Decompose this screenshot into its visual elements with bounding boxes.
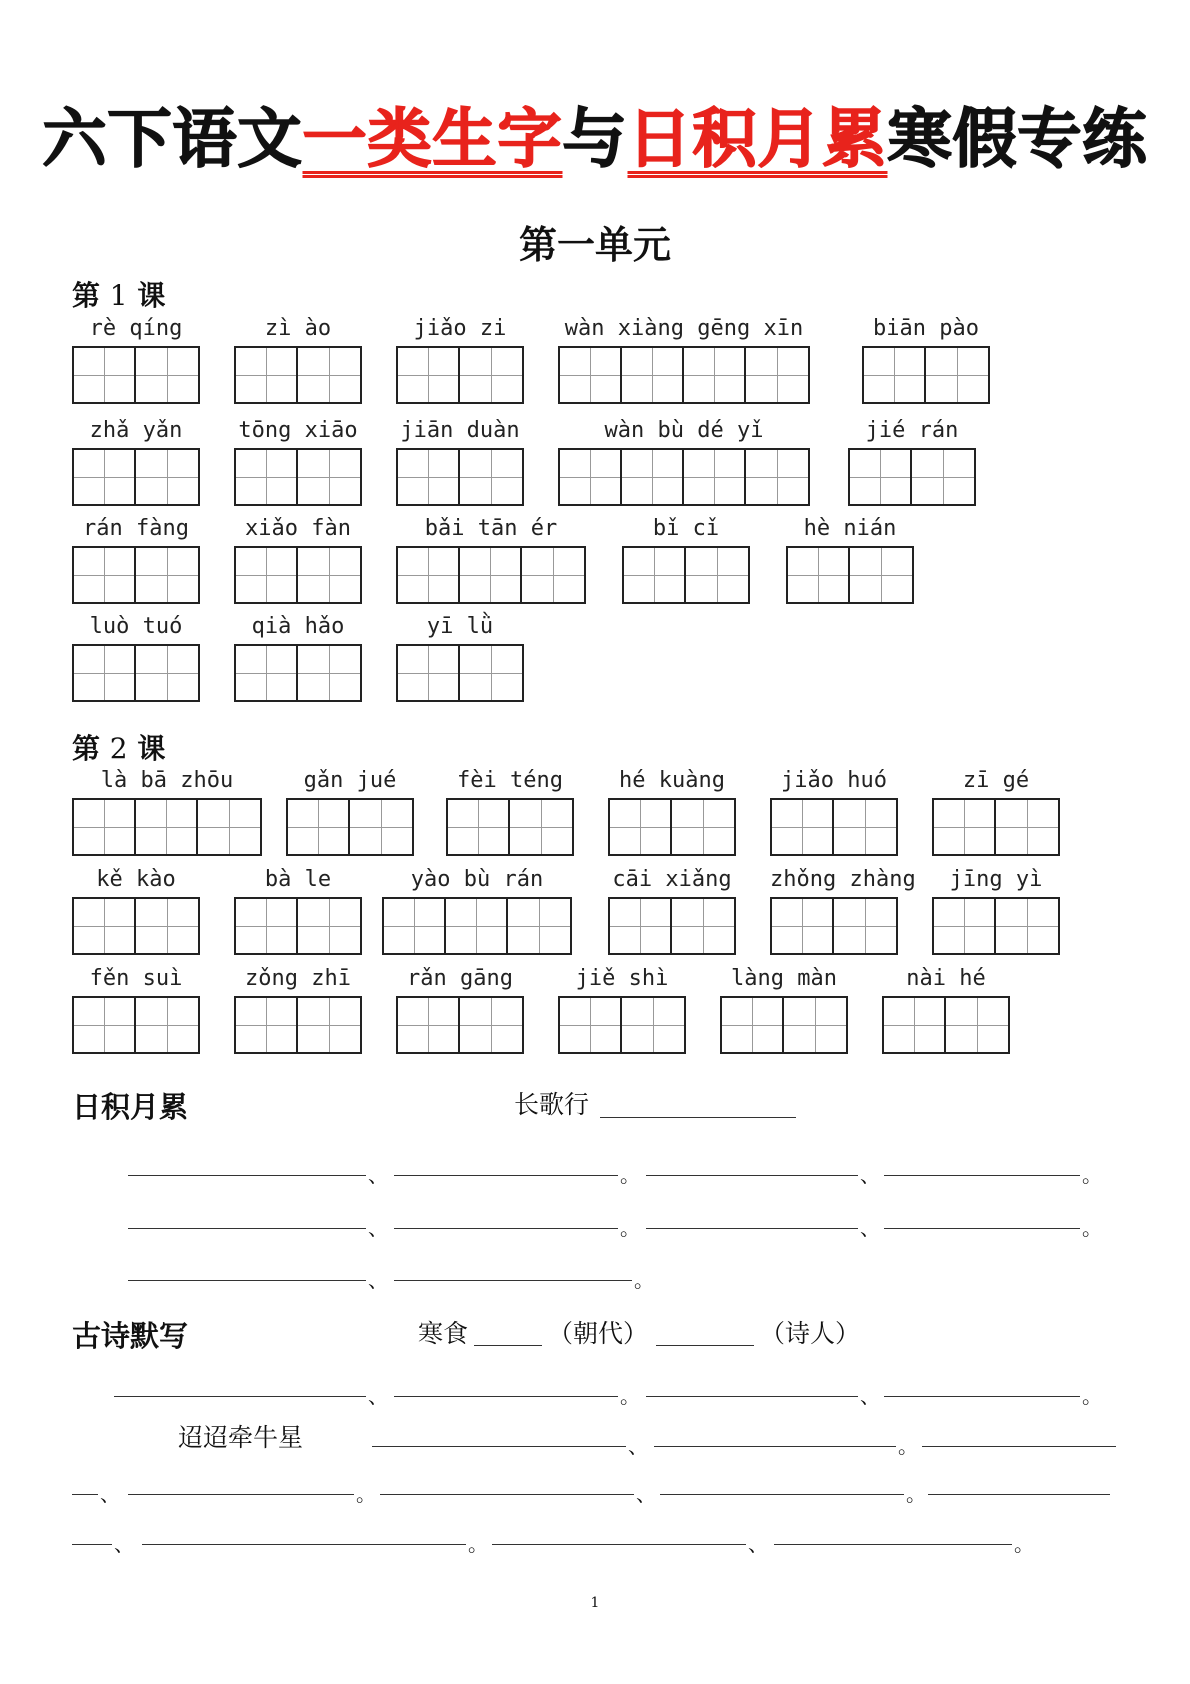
unit-heading: 第一单元 [518,223,671,267]
tianzige-box-group [786,546,914,604]
pinyin-label: jiǎo zi [413,316,507,341]
tianzige-box-group [848,448,976,506]
word-item [622,516,750,606]
tianzige-box-group [770,897,898,955]
tianzige-box-group [234,996,362,1054]
title-part: 与 [562,103,628,177]
pinyin-label: jiě shì [575,966,669,991]
tianzige-cell[interactable] [398,998,460,1052]
tianzige-box-group [932,897,1060,955]
word-item [932,768,1060,858]
tianzige-cell[interactable] [74,800,136,854]
period-mark: 。 [1082,1384,1102,1408]
tianzige-cell[interactable] [460,998,522,1052]
word-item [786,516,914,606]
word-item [396,966,524,1056]
tianzige-box-group [396,546,586,604]
pinyin-label: rǎn gāng [407,966,513,991]
pinyin-label: jiǎo huó [781,768,887,793]
pinyin-label: kě kào [96,867,176,892]
comma-mark: 、 [636,1482,656,1506]
answer-blank[interactable] [884,1228,1080,1229]
word-item [862,316,990,406]
period-mark: 。 [620,1384,640,1408]
tianzige-cell[interactable] [834,899,896,953]
lesson-label: 第 [72,732,110,765]
tianzige-cell[interactable] [236,548,298,602]
tianzige-cell[interactable] [288,800,350,854]
title-part: 六下语文 [42,103,303,177]
period-mark: 。 [468,1532,488,1556]
answer-blank[interactable] [928,1494,1110,1495]
lesson-1-heading [72,274,165,314]
tianzige-box-group [234,546,362,604]
tianzige-box-group [608,798,736,856]
answer-blank[interactable] [884,1396,1080,1397]
tianzige-box-group [234,448,362,506]
pinyin-label: bǎi tān ér [424,516,558,541]
word-item [234,516,362,606]
tianzige-cell[interactable] [74,348,136,402]
tianzige-box-group [862,346,990,404]
pinyin-label: zhǒng zhàng [770,867,916,892]
lesson-2-heading [72,727,165,767]
tianzige-box-group [382,897,572,955]
title-highlight-1: 一类生字 [302,103,563,177]
tianzige-box-group [396,644,524,702]
tianzige-cell[interactable] [74,646,136,700]
word-item [72,516,200,606]
word-item [72,768,262,858]
comma-mark: 、 [860,1384,880,1408]
tianzige-box-group [608,897,736,955]
period-mark: 。 [620,1163,640,1187]
gushi-poem2-title: 迢迢牵牛星 [178,1423,304,1452]
lesson-label: 第 [72,279,110,312]
pinyin-label: jiān duàn [400,418,520,443]
tianzige-cell[interactable] [74,450,136,504]
tianzige-cell[interactable] [298,548,360,602]
pinyin-label: tōng xiāo [238,418,358,443]
tianzige-cell[interactable] [560,450,622,504]
period-mark: 。 [898,1434,918,1458]
tianzige-cell[interactable] [672,800,734,854]
tianzige-cell[interactable] [850,450,912,504]
comma-mark: 、 [860,1216,880,1240]
pinyin-label: làng màn [731,966,837,991]
period-mark: 。 [356,1482,376,1506]
tianzige-cell[interactable] [460,348,522,402]
tianzige-cell[interactable] [510,800,572,854]
tianzige-box-group [72,996,200,1054]
tianzige-cell[interactable] [298,450,360,504]
tianzige-cell[interactable] [884,998,946,1052]
word-item [234,966,362,1056]
tianzige-cell[interactable] [236,450,298,504]
tianzige-cell[interactable] [560,998,622,1052]
pinyin-label: hé kuàng [619,768,725,793]
word-item [396,316,524,406]
comma-mark: 、 [114,1532,134,1556]
tianzige-box-group [72,644,200,702]
lesson-label: 课 [127,732,166,765]
comma-mark: 、 [368,1268,388,1292]
answer-blank[interactable] [646,1175,858,1176]
tianzige-cell[interactable] [684,450,746,504]
answer-blank[interactable] [372,1446,626,1447]
tianzige-box-group [446,798,574,856]
word-item [234,316,362,406]
word-item [932,867,1060,957]
tianzige-box-group [72,546,200,604]
tianzige-cell[interactable] [622,348,684,402]
tianzige-box-group [396,996,524,1054]
gushi-poem-title: 寒食 [418,1319,469,1348]
word-item [382,867,572,957]
answer-blank[interactable] [922,1446,1116,1447]
word-item [848,418,976,508]
tianzige-cell[interactable] [610,800,672,854]
tianzige-cell[interactable] [460,450,522,504]
dynasty-label: （朝代） [548,1319,649,1348]
word-item [770,867,916,957]
pinyin-label: luò tuó [89,614,183,639]
tianzige-cell[interactable] [772,899,834,953]
pinyin-label: jié rán [865,418,959,443]
word-item [72,867,200,957]
word-item [72,614,200,704]
answer-blank[interactable] [394,1280,632,1281]
page-number: 1 [590,1595,600,1611]
answer-blank[interactable] [774,1544,1012,1545]
tianzige-cell[interactable] [136,348,198,402]
tianzige-cell[interactable] [864,348,926,402]
pinyin-label: zì ào [264,316,332,341]
word-item [558,418,810,508]
answer-blank[interactable] [72,1544,112,1545]
tianzige-box-group [770,798,898,856]
tianzige-cell[interactable] [934,800,996,854]
tianzige-cell[interactable] [926,348,988,402]
tianzige-box-group [622,546,750,604]
tianzige-cell[interactable] [74,899,136,953]
tianzige-cell[interactable] [746,348,808,402]
tianzige-cell[interactable] [398,646,460,700]
tianzige-cell[interactable] [298,899,360,953]
word-item [608,867,736,957]
tianzige-cell[interactable] [136,998,198,1052]
tianzige-box-group [72,897,200,955]
tianzige-cell[interactable] [136,646,198,700]
pinyin-label: yī lǜ [426,614,494,639]
tianzige-box-group [396,346,524,404]
answer-blank[interactable] [646,1396,858,1397]
tianzige-cell[interactable] [136,548,198,602]
tianzige-cell[interactable] [236,646,298,700]
tianzige-cell[interactable] [298,646,360,700]
answer-blank[interactable] [660,1494,904,1495]
lesson-number: 2 [109,732,128,765]
tianzige-cell[interactable] [236,899,298,953]
tianzige-box-group [396,448,524,506]
tianzige-cell[interactable] [686,548,748,602]
tianzige-box-group [234,644,362,702]
period-mark: 。 [906,1482,926,1506]
tianzige-cell[interactable] [560,348,622,402]
tianzige-box-group [234,897,362,955]
answer-blank[interactable] [646,1228,858,1229]
comma-mark: 、 [628,1434,648,1458]
tianzige-cell[interactable] [384,899,446,953]
tianzige-box-group [286,798,414,856]
tianzige-cell[interactable] [912,450,974,504]
pinyin-label: zhǎ yǎn [89,418,183,443]
poet-label: （诗人） [760,1319,861,1348]
tianzige-box-group [558,448,810,506]
word-item [72,966,200,1056]
word-item [286,768,414,858]
tianzige-cell[interactable] [996,800,1058,854]
comma-mark: 、 [368,1384,388,1408]
tianzige-box-group [72,798,262,856]
tianzige-cell[interactable] [198,800,260,854]
tianzige-box-group [720,996,848,1054]
answer-blank[interactable] [72,1494,98,1495]
tianzige-box-group [72,346,200,404]
word-item [558,316,810,406]
pinyin-label: bǐ cǐ [652,516,720,541]
answer-blank[interactable] [114,1396,366,1397]
pinyin-label: zī gé [962,768,1030,793]
tianzige-cell[interactable] [622,998,684,1052]
answer-blank[interactable] [394,1396,618,1397]
period-mark: 。 [1014,1532,1034,1556]
word-item [608,768,736,858]
tianzige-cell[interactable] [522,548,584,602]
answer-blank[interactable] [380,1494,634,1495]
pinyin-label: biān pào [873,316,979,341]
dynasty-blank[interactable] [474,1345,542,1346]
title-highlight-2: 日积月累 [627,103,888,177]
pinyin-label: rè qíng [89,316,183,341]
pinyin-label: hè nián [803,516,897,541]
pinyin-label: là bā zhōu [100,768,234,793]
tianzige-box-group [234,346,362,404]
pinyin-label: jīng yì [949,867,1043,892]
title-part: 寒假专练 [887,103,1148,177]
pinyin-label: yào bù rán [410,867,544,892]
lesson-label: 课 [127,279,166,312]
tianzige-cell[interactable] [460,548,522,602]
poet-blank[interactable] [656,1345,754,1346]
gushi-heading: 古诗默写 [72,1319,189,1353]
word-item [558,966,686,1056]
word-item [770,768,898,858]
tianzige-cell[interactable] [460,646,522,700]
pinyin-label: fèi téng [457,768,563,793]
period-mark: 。 [620,1216,640,1240]
tianzige-cell[interactable] [298,348,360,402]
answer-blank[interactable] [654,1446,896,1447]
answer-blank[interactable] [128,1175,366,1176]
period-mark: 。 [634,1268,654,1292]
comma-mark: 、 [368,1216,388,1240]
tianzige-cell[interactable] [236,348,298,402]
tianzige-cell[interactable] [508,899,570,953]
tianzige-cell[interactable] [610,899,672,953]
pinyin-label: xiǎo fàn [245,516,351,541]
tianzige-cell[interactable] [622,450,684,504]
tianzige-cell[interactable] [996,899,1058,953]
word-item [72,418,200,508]
pinyin-label: nài hé [906,966,986,991]
answer-blank[interactable] [492,1544,746,1545]
pinyin-label: fěn suì [89,966,183,991]
tianzige-box-group [72,448,200,506]
pinyin-label: gǎn jué [303,768,397,793]
tianzige-cell[interactable] [684,348,746,402]
period-mark: 。 [1082,1163,1102,1187]
pinyin-label: qià hǎo [251,614,345,639]
word-item [720,966,848,1056]
pinyin-label: rán fàng [83,516,189,541]
tianzige-cell[interactable] [934,899,996,953]
pinyin-label: wàn bù dé yǐ [604,418,764,443]
comma-mark: 、 [860,1163,880,1187]
tianzige-cell[interactable] [722,998,784,1052]
tianzige-box-group [932,798,1060,856]
tianzige-cell[interactable] [788,548,850,602]
period-mark: 。 [1082,1216,1102,1240]
tianzige-cell[interactable] [834,800,896,854]
tianzige-cell[interactable] [236,998,298,1052]
word-item [234,867,362,957]
tianzige-cell[interactable] [298,998,360,1052]
tianzige-cell[interactable] [136,450,198,504]
answer-blank[interactable] [394,1175,618,1176]
word-item [396,418,524,508]
word-item [396,516,586,606]
tianzige-cell[interactable] [946,998,1008,1052]
answer-blank[interactable] [142,1544,466,1545]
comma-mark: 、 [748,1532,768,1556]
tianzige-cell[interactable] [74,548,136,602]
tianzige-box-group [558,996,686,1054]
word-item [882,966,1010,1056]
pinyin-label: wàn xiàng gēng xīn [564,316,804,341]
tianzige-cell[interactable] [398,348,460,402]
riji-poem-title: 长歌行 [514,1090,590,1119]
tianzige-cell[interactable] [784,998,846,1052]
tianzige-cell[interactable] [448,800,510,854]
answer-blank[interactable] [128,1280,366,1281]
tianzige-cell[interactable] [624,548,686,602]
riji-heading: 日积月累 [72,1090,189,1124]
answer-blank[interactable] [128,1228,366,1229]
pinyin-label: zǒng zhī [245,966,351,991]
tianzige-cell[interactable] [136,899,198,953]
tianzige-cell[interactable] [446,899,508,953]
comma-mark: 、 [100,1482,120,1506]
word-item [72,316,200,406]
word-item [396,614,524,704]
page-title [0,88,1190,180]
lesson-number: 1 [109,279,128,312]
answer-blank[interactable] [884,1175,1080,1176]
tianzige-cell[interactable] [74,998,136,1052]
tianzige-cell[interactable] [772,800,834,854]
answer-blank[interactable] [128,1494,354,1495]
tianzige-box-group [882,996,1010,1054]
tianzige-cell[interactable] [850,548,912,602]
word-item [446,768,574,858]
comma-mark: 、 [368,1163,388,1187]
tianzige-cell[interactable] [672,899,734,953]
pinyin-label: cāi xiǎng [612,867,732,892]
pinyin-label: bà le [264,867,332,892]
riji-title-blank[interactable] [600,1117,796,1118]
tianzige-box-group [558,346,810,404]
word-item [234,418,362,508]
word-item [234,614,362,704]
tianzige-cell[interactable] [398,450,460,504]
tianzige-cell[interactable] [136,800,198,854]
tianzige-cell[interactable] [350,800,412,854]
tianzige-cell[interactable] [398,548,460,602]
answer-blank[interactable] [394,1228,618,1229]
tianzige-cell[interactable] [746,450,808,504]
